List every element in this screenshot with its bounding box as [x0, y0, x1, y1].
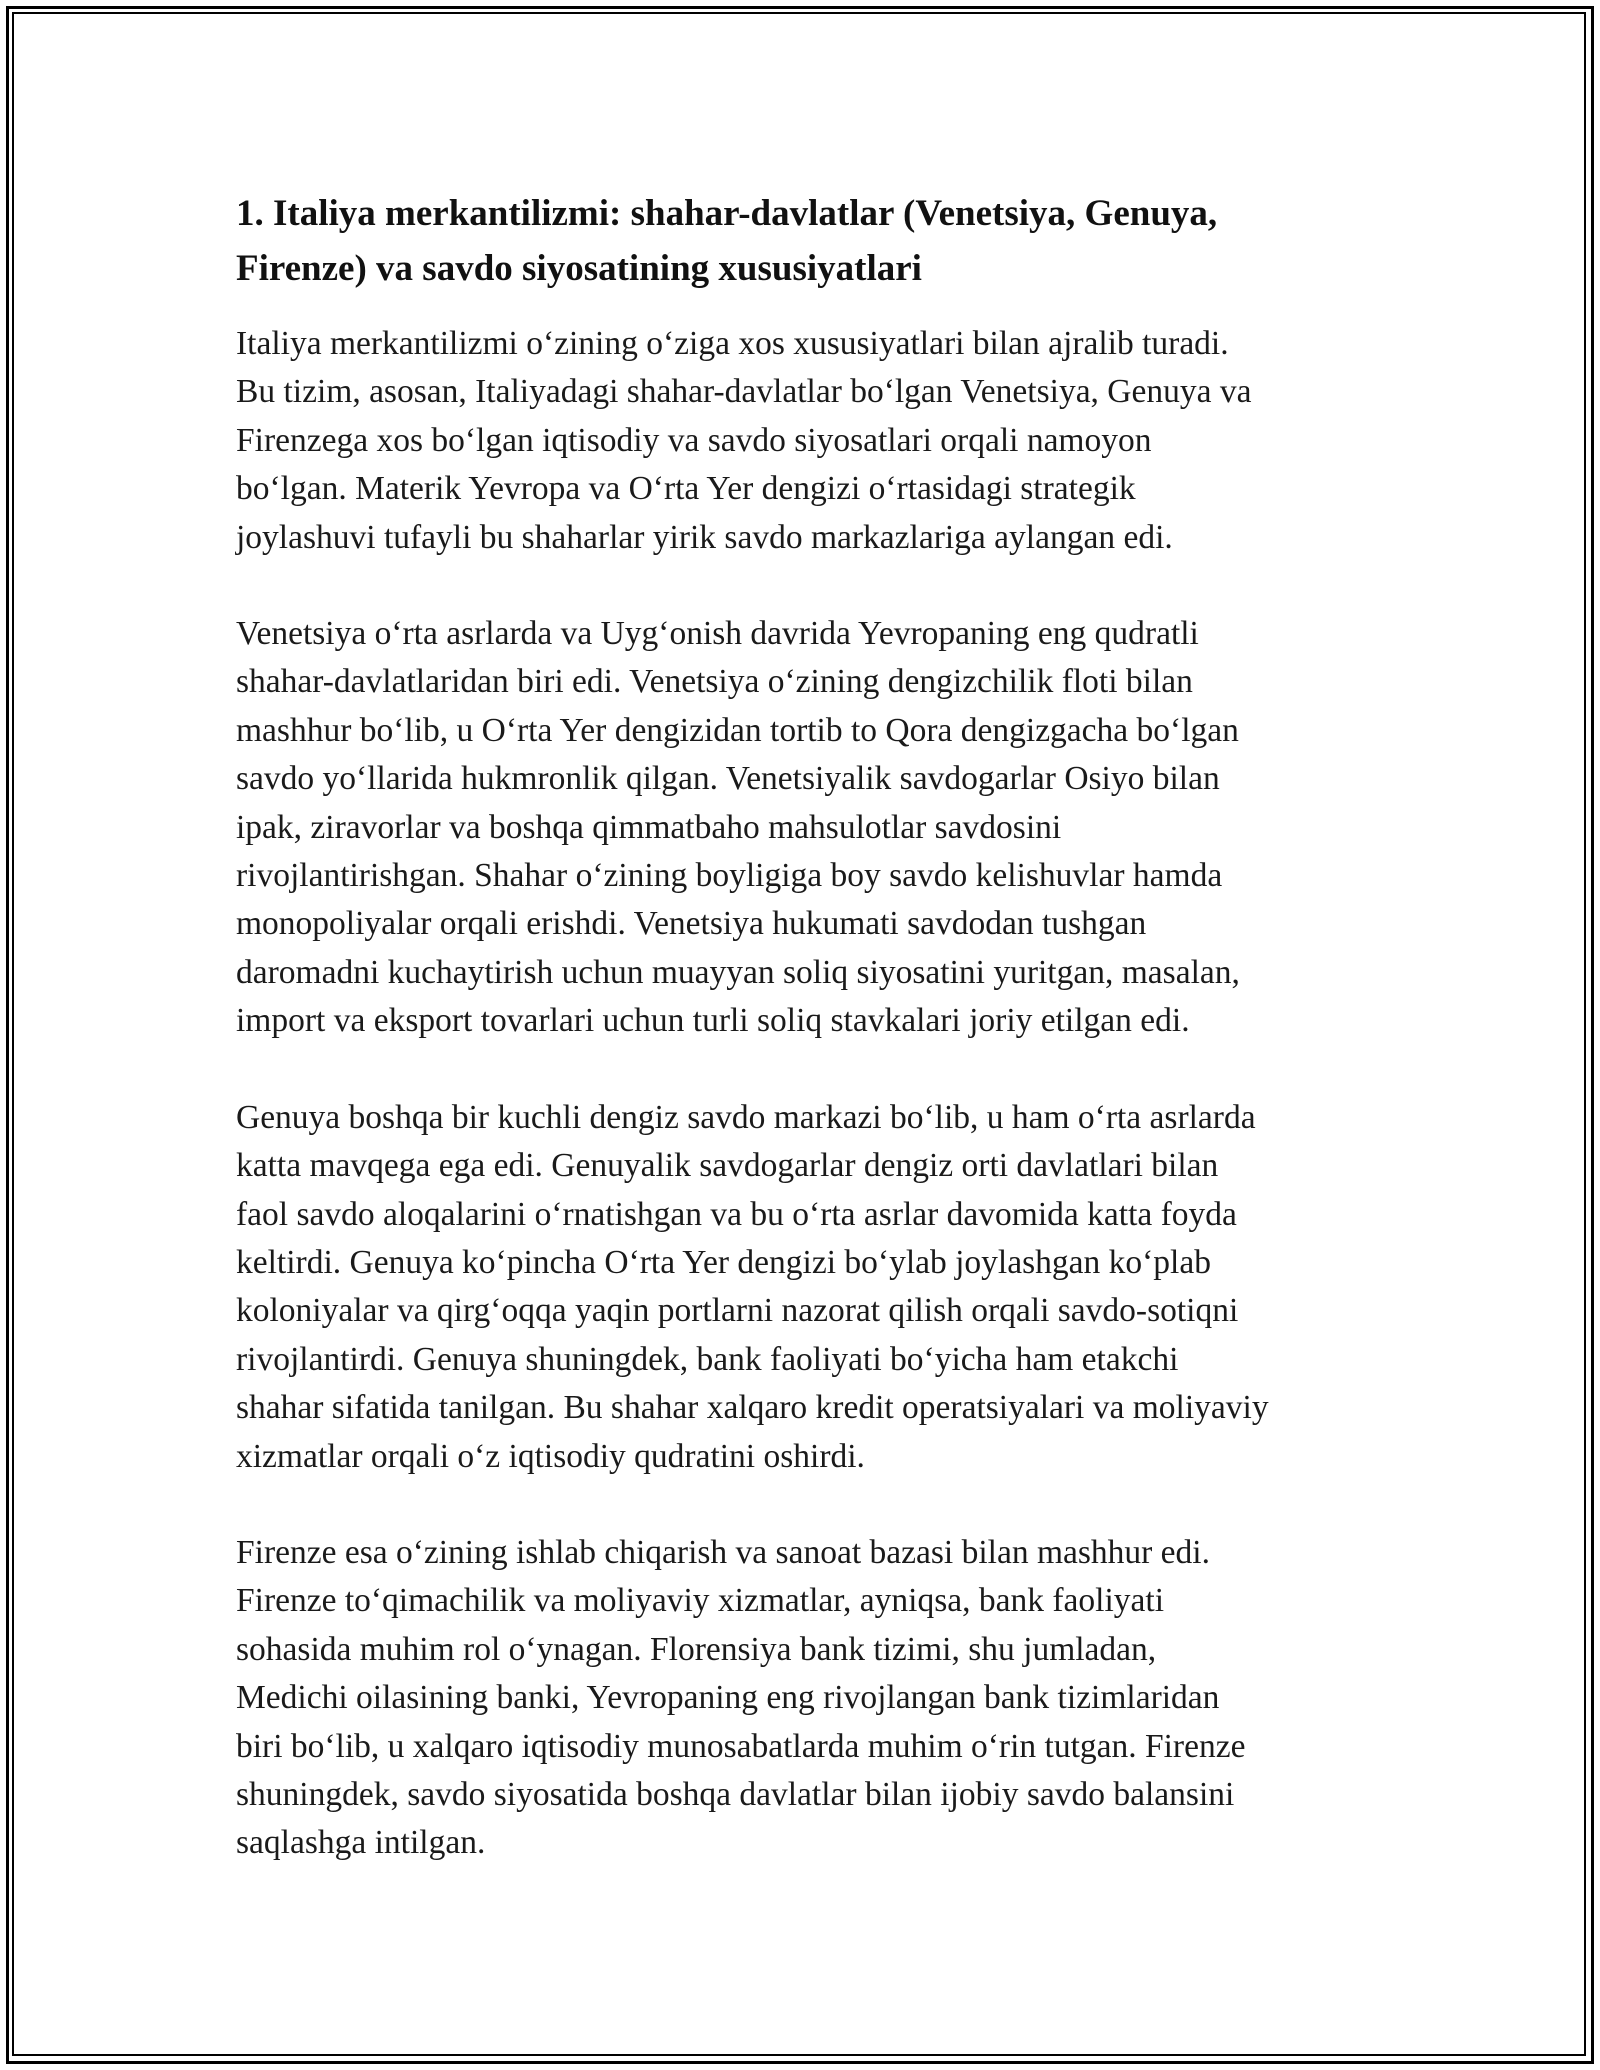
heading-line: 1. Italiya merkantilizmi: shahar-davlatlar (Venetsiya, Genuya, — [236, 193, 1218, 234]
text-line: bo‘lgan. Materik Yevropa va O‘rta Yer dengizi o‘rtasidagi strategik — [236, 470, 1136, 508]
text-line: mashhur bo‘lib, u O‘rta Yer dengizidan tortib to Qora dengizgacha bo‘lgan — [236, 711, 1239, 749]
paragraph-venetsiya — [236, 610, 1396, 1046]
text-line: koloniyalar va qirg‘oqqa yaqin portlarni nazorat qilish orqali savdo-sotiqni — [236, 1292, 1239, 1330]
paragraph-genuya — [236, 1094, 1396, 1481]
text-line: Firenze esa o‘zining ishlab chiqarish va sanoat bazasi bilan mashhur edi. — [236, 1533, 1210, 1571]
text-line: shahar-davlatlaridan biri edi. Venetsiya o‘zining dengizchilik floti bilan — [236, 663, 1193, 701]
text-line: keltirdi. Genuya ko‘pincha O‘rta Yer dengizi bo‘ylab joylashgan ko‘plab — [236, 1243, 1211, 1281]
text-line: Genuya boshqa bir kuchli dengiz savdo markazi bo‘lib, u ham o‘rta asrlarda — [236, 1098, 1256, 1136]
text-line: savdo yo‘llarida hukmronlik qilgan. Venetsiyalik savdogarlar Osiyo bilan — [236, 760, 1220, 798]
text-line: saqlashga intilgan. — [236, 1824, 486, 1862]
paragraph-firenze — [236, 1529, 1396, 1868]
text-line: daromadni kuchaytirish uchun muayyan soliq siyosatini yuritgan, masalan, — [236, 953, 1240, 991]
text-line: Bu tizim, asosan, Italiyadagi shahar-davlatlar bo‘lgan Venetsiya, Genuya va — [236, 373, 1252, 411]
text-line: Medichi oilasining banki, Yevropaning eng rivojlangan bank tizimlaridan — [236, 1679, 1220, 1717]
paragraph-intro — [236, 320, 1396, 562]
text-line: rivojlantirdi. Genuya shuningdek, bank faoliyati bo‘yicha ham etakchi — [236, 1340, 1179, 1378]
text-line: xizmatlar orqali o‘z iqtisodiy qudratini oshirdi. — [236, 1437, 865, 1475]
text-line: import va eksport tovarlari uchun turli soliq stavkalari joriy etilgan edi. — [236, 1002, 1190, 1040]
text-line: shahar sifatida tanilgan. Bu shahar xalqaro kredit operatsiyalari va moliyaviy — [236, 1389, 1269, 1427]
text-line: Italiya merkantilizmi o‘zining o‘ziga xos xususiyatlari bilan ajralib turadi. — [236, 325, 1229, 362]
text-line: ipak, ziravorlar va boshqa qimmatbaho mahsulotlar savdosini — [236, 808, 1062, 846]
text-line: biri bo‘lib, u xalqaro iqtisodiy munosabatlarda muhim o‘rin tutgan. Firenze — [236, 1727, 1246, 1765]
text-line: sohasida muhim rol o‘ynagan. Florensiya bank tizimi, shu jumladan, — [236, 1630, 1157, 1668]
heading-line: Firenze) va savdo siyosatining xususiyatlari — [236, 248, 922, 289]
text-line: faol savdo aloqalarini o‘rnatishgan va bu o‘rta asrlar davomida katta foyda — [236, 1195, 1237, 1233]
text-line: Firenzega xos bo‘lgan iqtisodiy va savdo siyosatlari orqali namoyon — [236, 421, 1152, 459]
text-line: Firenze to‘qimachilik va moliyaviy xizmatlar, ayniqsa, bank faoliyati — [236, 1582, 1165, 1620]
document-body — [236, 186, 1396, 1916]
text-line: joylashuvi tufayli bu shaharlar yirik savdo markazlariga aylangan edi. — [236, 518, 1173, 556]
text-line: katta mavqega ega edi. Genuyalik savdogarlar dengiz orti davlatlari bilan — [236, 1147, 1219, 1185]
text-line: rivojlantirishgan. Shahar o‘zining boyligiga boy savdo kelishuvlar hamda — [236, 857, 1223, 895]
text-line: shuningdek, savdo siyosatida boshqa davlatlar bilan ijobiy savdo balansini — [236, 1775, 1235, 1813]
text-line: Venetsiya o‘rta asrlarda va Uyg‘onish davrida Yevropaning eng qudratli — [236, 615, 1199, 653]
section-heading — [236, 186, 1396, 296]
text-line: monopoliyalar orqali erishdi. Venetsiya hukumati savdodan tushgan — [236, 905, 1147, 943]
